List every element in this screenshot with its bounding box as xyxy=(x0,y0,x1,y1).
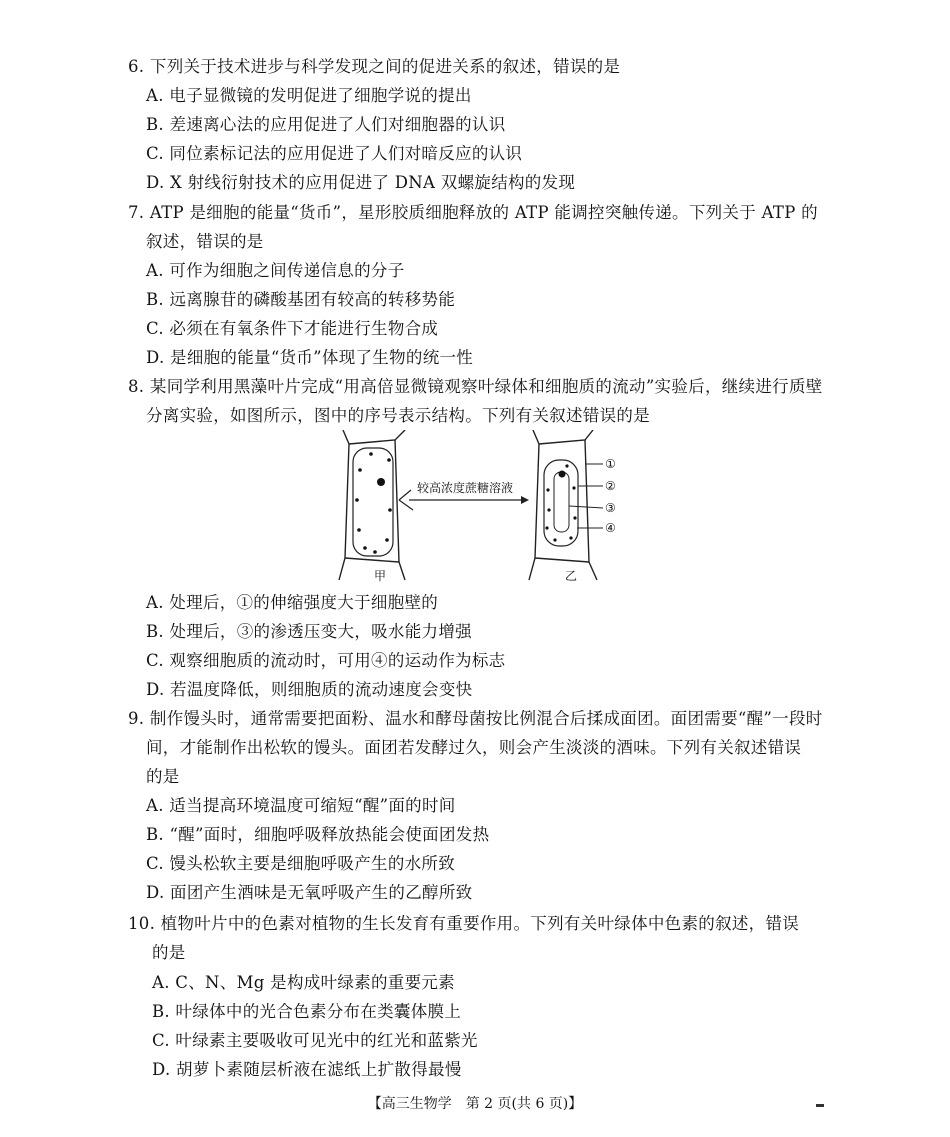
marker-1: ① xyxy=(605,457,616,471)
q7-option-d: D. 是细胞的能量“货币”体现了生物的统一性 xyxy=(146,348,474,367)
q7-option-c: C. 必须在有氧条件下才能进行生物合成 xyxy=(146,319,439,338)
q8-stem-line2: 分离实验，如图所示，图中的序号表示结构。下列有关叙述错误的是 xyxy=(146,406,650,425)
q8-option-c: C. 观察细胞质的流动时，可用④的运动作为标志 xyxy=(146,651,506,670)
q9-option-b: B. “醒”面时，细胞呼吸释放热能会使面团发热 xyxy=(146,825,490,844)
q7-option-a: A. 可作为细胞之间传递信息的分子 xyxy=(146,261,405,280)
q10-option-c: C. 叶绿素主要吸收可见光中的红光和蓝紫光 xyxy=(152,1031,478,1050)
q8-option-b: B. 处理后，③的渗透压变大，吸水能力增强 xyxy=(146,622,472,641)
q10-option-a: A. C、N、Mg 是构成叶绿素的重要元素 xyxy=(152,973,455,992)
q7-option-b: B. 远离腺苷的磷酸基团有较高的转移势能 xyxy=(146,290,456,309)
label-yi: 乙 xyxy=(564,569,578,583)
q10-option-d: D. 胡萝卜素随层析液在滤纸上扩散得最慢 xyxy=(152,1060,462,1079)
marker-3: ③ xyxy=(605,501,616,515)
q9-option-c: C. 馒头松软主要是细胞呼吸产生的水所致 xyxy=(146,854,456,873)
q9-option-d: D. 面团产生酒味是无氧呼吸产生的乙醇所致 xyxy=(146,883,473,902)
q6-option-d: D. X 射线衍射技术的应用促进了 DNA 双螺旋结构的发现 xyxy=(146,173,576,192)
q6-stem: 6. 下列关于技术进步与科学发现之间的促进关系的叙述，错误的是 xyxy=(128,57,621,76)
q9-stem-line2: 间，才能制作出松软的馒头。面团若发酵过久，则会产生淡淡的酒味。下列有关叙述错误 xyxy=(146,738,802,757)
q6-option-a: A. 电子显微镜的发明促进了细胞学说的提出 xyxy=(146,86,472,105)
q8-stem-line1: 8. 某同学利用黑藻叶片完成“用高倍显微镜观察叶绿体和细胞质的流动”实验后，继续进行质壁 xyxy=(128,377,823,396)
q7-stem-line2: 叙述，错误的是 xyxy=(146,232,264,251)
q8-option-a: A. 处理后，①的伸缩强度大于细胞壁的 xyxy=(146,593,439,612)
cell-jia xyxy=(339,430,413,580)
plasmolysis-figure xyxy=(335,430,635,590)
q7-stem-line1: 7. ATP 是细胞的能量“货币”，星形胶质细胞释放的 ATP 能调控突触传递。下列关于 ATP 的 xyxy=(128,203,818,222)
q9-stem-line3: 的是 xyxy=(146,767,180,786)
marker-4: ④ xyxy=(605,521,616,535)
page-footer: 【高三生物学 第 2 页(共 6 页)】 xyxy=(367,1096,583,1112)
q8-option-d: D. 若温度降低，则细胞质的流动速度会变快 xyxy=(146,680,473,699)
q9-stem-line1: 9. 制作馒头时，通常需要把面粉、温水和酵母菌按比例混合后揉成面团。面团需要“醒”一段时 xyxy=(128,709,823,728)
arrow-label: 较高浓度蔗糖溶液 xyxy=(416,481,514,495)
arrow-head xyxy=(521,496,529,504)
q9-option-a: A. 适当提高环境温度可缩短“醒”面的时间 xyxy=(146,796,456,815)
q10-stem-line1: 10. 植物叶片中的色素对植物的生长发育有重要作用。下列有关叶绿体中色素的叙述，错误 xyxy=(128,914,800,933)
marker-2: ② xyxy=(605,479,616,493)
cell-yi xyxy=(529,430,616,580)
q6-option-b: B. 差速离心法的应用促进了人们对细胞器的认识 xyxy=(146,115,506,134)
corner-mark xyxy=(816,1104,824,1107)
q6-option-c: C. 同位素标记法的应用促进了人们对暗反应的认识 xyxy=(146,144,523,163)
label-jia: 甲 xyxy=(373,569,387,583)
q10-option-b: B. 叶绿体中的光合色素分布在类囊体膜上 xyxy=(152,1002,462,1021)
q10-stem-line2: 的是 xyxy=(152,943,186,962)
